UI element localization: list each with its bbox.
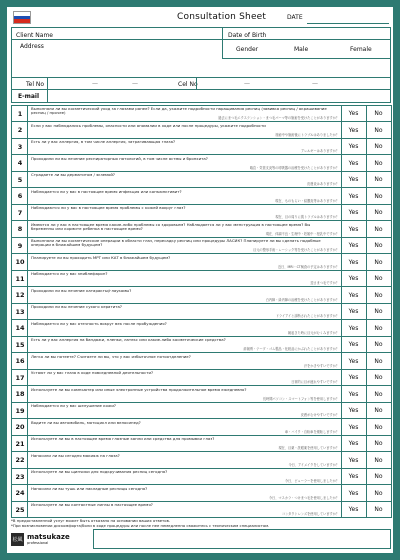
question-japanese-text: ドライアイと診断されたことがありますか？ bbox=[275, 314, 339, 319]
question-number: 6 bbox=[17, 192, 23, 201]
brand-name: matsukaze bbox=[27, 532, 70, 541]
answer-yes[interactable]: Yes bbox=[348, 324, 359, 332]
question-japanese-text: 近日、MRI・CT検査の予定はありますか？ bbox=[277, 264, 339, 269]
question-number: 25 bbox=[15, 505, 25, 514]
question-japanese-text: 日常的に目が疲れやすいですか？ bbox=[291, 380, 339, 385]
question-row bbox=[11, 288, 391, 304]
questions-table bbox=[11, 105, 391, 519]
footnote-2: *При возникновении дискомфорта/боли в ходе процедуры или после нее немедленно свяжитесь с техническим специалистом. bbox=[11, 522, 270, 528]
date-field[interactable] bbox=[307, 23, 389, 24]
answer-yes[interactable]: Yes bbox=[348, 456, 359, 464]
answer-yes[interactable]: Yes bbox=[348, 110, 359, 118]
answer-yes[interactable]: Yes bbox=[348, 440, 359, 448]
gender-male-option[interactable]: Male bbox=[294, 46, 309, 53]
question-japanese-text: 今日、ビューラーを使用しましたか？ bbox=[284, 479, 339, 484]
question-text: Выполняли ли вы косметический уход за глазами ранее? Если да, укажите подробности наращивания ресниц (завивка ресниц / окрашивание ресниц / прочее) bbox=[31, 106, 327, 116]
question-row bbox=[11, 486, 391, 502]
question-number: 14 bbox=[15, 324, 25, 333]
question-text: Устают ли у вас глаза в ходе повседневной деятельности? bbox=[31, 370, 154, 375]
question-text: Проходили ли вы лечение респираторных патологий, в том числе астмы и бронхита? bbox=[31, 155, 208, 161]
question-text: Планируете ли вы проходить МРТ или КАТ в ближайшем будущем? bbox=[31, 254, 171, 260]
tel-no-label: Tel No bbox=[26, 81, 45, 88]
question-row bbox=[11, 436, 391, 452]
answer-no[interactable]: No bbox=[374, 176, 383, 184]
consultation-sheet bbox=[6, 6, 394, 554]
question-text: Наблюдается ли у вас в настоящее время инфекция или конъюнктивит? bbox=[31, 188, 182, 194]
question-japanese-text: 白内障・緑内障の治療を受けたことがありますか？ bbox=[265, 297, 339, 302]
question-number: 7 bbox=[17, 208, 23, 217]
question-text: Если у вас наблюдались проблемы, опасности или аномалии в ходе или после процедуры, укажите подробности bbox=[31, 122, 266, 128]
address-label: Address bbox=[20, 43, 44, 50]
question-row bbox=[11, 123, 391, 139]
question-text: Наблюдаются ли у вас в настоящее время проблемы с кожей вокруг глаз? bbox=[31, 205, 186, 210]
email-label: E-mail bbox=[18, 93, 40, 100]
answer-yes[interactable]: Yes bbox=[348, 357, 359, 365]
answer-yes[interactable]: Yes bbox=[348, 390, 359, 398]
answer-yes[interactable]: Yes bbox=[348, 242, 359, 250]
question-japanese-text: 施術中や施術後にトラブルはありましたか？ bbox=[275, 132, 339, 137]
question-row bbox=[11, 222, 391, 238]
question-number: 2 bbox=[17, 126, 23, 135]
client-name-label: Client Name bbox=[16, 32, 53, 39]
answer-no[interactable]: No bbox=[374, 473, 383, 481]
question-number: 5 bbox=[17, 175, 23, 184]
answer-yes[interactable]: Yes bbox=[348, 308, 359, 316]
question-row bbox=[11, 271, 391, 287]
answer-yes[interactable]: Yes bbox=[348, 126, 359, 134]
question-row bbox=[11, 403, 391, 419]
answer-yes[interactable]: Yes bbox=[348, 506, 359, 514]
question-text: Наносили ли вы сегодня макияж на глаза? bbox=[31, 452, 120, 458]
question-row bbox=[11, 321, 391, 337]
question-japanese-text: 現在、目の周りに肌トラブルはありますか？ bbox=[275, 215, 339, 220]
answer-yes[interactable]: Yes bbox=[348, 489, 359, 497]
question-row bbox=[11, 337, 391, 353]
question-text: Проходили ли вы лечение катаракты/глаукомы? bbox=[31, 287, 132, 293]
question-number: 24 bbox=[15, 489, 25, 498]
question-text: Имеются ли у вас в настоящее время какие-либо проблемы со здоровьем? Наблюдается ли у вас менструация в настоящее время? Вы беременны или кормите ребенка в настоящее время? bbox=[31, 221, 311, 231]
answer-yes[interactable]: Yes bbox=[348, 341, 359, 349]
question-japanese-text: コンタクトレンズを使用していますか？ bbox=[281, 512, 339, 517]
answer-no[interactable]: No bbox=[374, 489, 383, 497]
question-text: Наблюдается ли у вас шелушение кожи? bbox=[31, 403, 116, 408]
question-text: Используете ли вы компьютер или иные электронные устройства продолжительное время ежедневно? bbox=[31, 386, 247, 392]
question-row bbox=[11, 453, 391, 469]
answer-yes[interactable]: Yes bbox=[348, 143, 359, 151]
question-number: 8 bbox=[17, 225, 23, 234]
question-number: 3 bbox=[17, 142, 23, 151]
gender-label: Gender bbox=[236, 46, 259, 53]
question-text: Используете ли вы щипчики для подкручивания ресниц сегодня? bbox=[31, 469, 168, 474]
answer-no[interactable]: No bbox=[374, 374, 383, 382]
question-row bbox=[11, 189, 391, 205]
question-number: 9 bbox=[17, 241, 23, 250]
question-japanese-text: 逆さまつ毛ですか？ bbox=[310, 281, 339, 286]
answer-no[interactable]: No bbox=[374, 209, 383, 217]
question-text: Используете ли вы в настоящее время глазные капли или средства для промывки глаз? bbox=[31, 436, 215, 441]
answer-yes[interactable]: Yes bbox=[348, 159, 359, 167]
question-japanese-text: 今日、マスカラ・つけまつ毛を使用しましたか？ bbox=[268, 495, 339, 500]
question-japanese-text: 汗をかきやすいですか？ bbox=[303, 363, 339, 368]
answer-no[interactable]: No bbox=[374, 291, 383, 299]
answer-yes[interactable]: Yes bbox=[348, 258, 359, 266]
answer-yes[interactable]: Yes bbox=[348, 209, 359, 217]
answer-no[interactable]: No bbox=[374, 159, 383, 167]
question-japanese-text: 現在、目薬・洗眼薬を使用していますか？ bbox=[278, 446, 339, 451]
question-japanese-text: 現在、ものもらい・結膜炎等はありますか？ bbox=[275, 198, 339, 203]
answer-no[interactable]: No bbox=[374, 225, 383, 233]
question-row bbox=[11, 469, 391, 485]
question-number: 23 bbox=[15, 472, 25, 481]
question-text: Используете ли вы контактные линзы в настоящее время? bbox=[31, 502, 153, 507]
question-row bbox=[11, 370, 391, 386]
question-row bbox=[11, 139, 391, 155]
question-row bbox=[11, 420, 391, 436]
question-number: 4 bbox=[17, 159, 23, 168]
question-row bbox=[11, 255, 391, 271]
question-number: 19 bbox=[15, 406, 25, 415]
footnote-1: *В предоставленной услуг может быть отказано на основании ваших ответов. bbox=[11, 518, 171, 523]
answer-yes[interactable]: Yes bbox=[348, 192, 359, 200]
answer-yes[interactable]: Yes bbox=[348, 225, 359, 233]
question-japanese-text: 皮膚炎はありますか？ bbox=[307, 182, 339, 187]
answer-no[interactable]: No bbox=[374, 423, 383, 431]
question-row bbox=[11, 387, 391, 403]
signature-box[interactable] bbox=[93, 529, 391, 549]
answer-no[interactable]: No bbox=[374, 407, 383, 415]
question-japanese-text: 目元の整形手術・レーシック等を受けたことがありますか？ bbox=[253, 248, 339, 253]
question-row bbox=[11, 172, 391, 188]
question-row bbox=[11, 205, 391, 221]
question-row bbox=[11, 238, 391, 254]
question-number: 18 bbox=[15, 390, 25, 399]
question-japanese-text: 車・バイク・自転車を運転しますか？ bbox=[284, 429, 339, 434]
answer-yes[interactable]: Yes bbox=[348, 374, 359, 382]
answer-no[interactable]: No bbox=[374, 242, 383, 250]
answer-no[interactable]: No bbox=[374, 258, 383, 266]
cel-no-label: Cel No bbox=[178, 81, 198, 88]
question-number: 10 bbox=[15, 258, 25, 267]
question-japanese-text: 喘息・気管支炎等の呼吸器の治療を受けたことがありますか？ bbox=[249, 165, 339, 170]
question-japanese-text: 過去にまつ毛エクステンション・まつ毛パーマ等の施術を受けたことがありますか？ bbox=[218, 116, 339, 121]
question-number: 15 bbox=[15, 340, 25, 349]
question-japanese-text: 皮膚がむけやすいですか？ bbox=[300, 413, 339, 418]
footnotes bbox=[11, 519, 391, 528]
question-row bbox=[11, 106, 391, 122]
answer-no[interactable]: No bbox=[374, 143, 383, 151]
russia-flag-icon bbox=[13, 11, 31, 24]
question-text: Наблюдается ли у вас отечность вокруг век после пробуждения? bbox=[31, 320, 167, 326]
question-number: 17 bbox=[15, 373, 25, 382]
answer-yes[interactable]: Yes bbox=[348, 291, 359, 299]
answer-no[interactable]: No bbox=[374, 275, 383, 283]
answer-no[interactable]: No bbox=[374, 192, 383, 200]
answer-no[interactable]: No bbox=[374, 308, 383, 316]
page-title: Consultation Sheet bbox=[177, 12, 267, 22]
date-label: DATE bbox=[287, 14, 303, 21]
answer-no[interactable]: No bbox=[374, 126, 383, 134]
answer-no[interactable]: No bbox=[374, 390, 383, 398]
question-number: 13 bbox=[15, 307, 25, 316]
client-info-form: Client Name Date of Birth Address Gender Male Female Tel No — — Cel No — — E-mail bbox=[11, 27, 391, 103]
question-number: 11 bbox=[15, 274, 25, 283]
brand-mark-icon: 松風 bbox=[11, 533, 24, 546]
question-text: Выполняли ли вы косметические операции в области глаз, пересадку ресниц или процедуры ЛАСИК? Планируете ли вы сделать подобные операции в ближайшем будущем? bbox=[31, 238, 321, 248]
question-japanese-text: 長時間パソコン・スマートフォン等を使用しますか？ bbox=[262, 396, 339, 401]
question-text: Проходили ли вы лечение сухого кератита? bbox=[31, 304, 122, 309]
question-text: Есть ли у вас аллергия, в том числе аллергия, затрагивающая глаза? bbox=[31, 139, 176, 144]
date-of-birth-label: Date of Birth bbox=[228, 32, 267, 39]
answer-yes[interactable]: Yes bbox=[348, 423, 359, 431]
question-text: Есть ли у вас аллергия на бандажи, пленки, латекс или какие-либо косметические средства? bbox=[31, 337, 226, 342]
answer-no[interactable]: No bbox=[374, 324, 383, 332]
question-japanese-text: 今日、アイメイクをしていますか？ bbox=[288, 462, 339, 467]
question-text: Наблюдается ли у вас эпиблефарон? bbox=[31, 271, 108, 276]
answer-yes[interactable]: Yes bbox=[348, 407, 359, 415]
question-row bbox=[11, 304, 391, 320]
question-row bbox=[11, 354, 391, 370]
question-number: 16 bbox=[15, 357, 25, 366]
brand-logo bbox=[11, 529, 89, 549]
question-text: Наносили ли вы тушь или накладные ресницы сегодня? bbox=[31, 485, 148, 491]
answer-no[interactable]: No bbox=[374, 456, 383, 464]
question-row bbox=[11, 156, 391, 172]
answer-no[interactable]: No bbox=[374, 357, 383, 365]
question-japanese-text: 朝起きた時に目元がむくみますか？ bbox=[288, 330, 339, 335]
question-number: 12 bbox=[15, 291, 25, 300]
question-text: Легко ли вы потеете? Считаете ли вы, что у вас избыточное потоотделение? bbox=[31, 353, 191, 359]
answer-no[interactable]: No bbox=[374, 110, 383, 118]
question-japanese-text: 絆創膏・テープ・ゴム製品・化粧品にかぶれたことがありますか？ bbox=[243, 347, 339, 352]
answer-yes[interactable]: Yes bbox=[348, 473, 359, 481]
question-number: 20 bbox=[15, 423, 25, 432]
brand-sub: professional bbox=[27, 540, 49, 545]
answer-yes[interactable]: Yes bbox=[348, 176, 359, 184]
answer-no[interactable]: No bbox=[374, 506, 383, 514]
question-text: Водите ли вы автомобиль, мотоцикл или велосипед? bbox=[31, 419, 141, 425]
answer-no[interactable]: No bbox=[374, 341, 383, 349]
question-text: Страдаете ли вы дерматитом / экземой? bbox=[31, 172, 115, 177]
question-number: 22 bbox=[15, 456, 25, 465]
question-number: 1 bbox=[17, 109, 23, 118]
question-japanese-text: 現在、体調不良・生理中・妊娠中・授乳中ですか？ bbox=[265, 231, 339, 236]
question-row bbox=[11, 502, 391, 518]
question-number: 21 bbox=[15, 439, 25, 448]
question-japanese-text: アレルギーはありますか？ bbox=[300, 149, 339, 154]
answer-no[interactable]: No bbox=[374, 440, 383, 448]
answer-yes[interactable]: Yes bbox=[348, 275, 359, 283]
gender-female-option[interactable]: Female bbox=[350, 46, 372, 53]
